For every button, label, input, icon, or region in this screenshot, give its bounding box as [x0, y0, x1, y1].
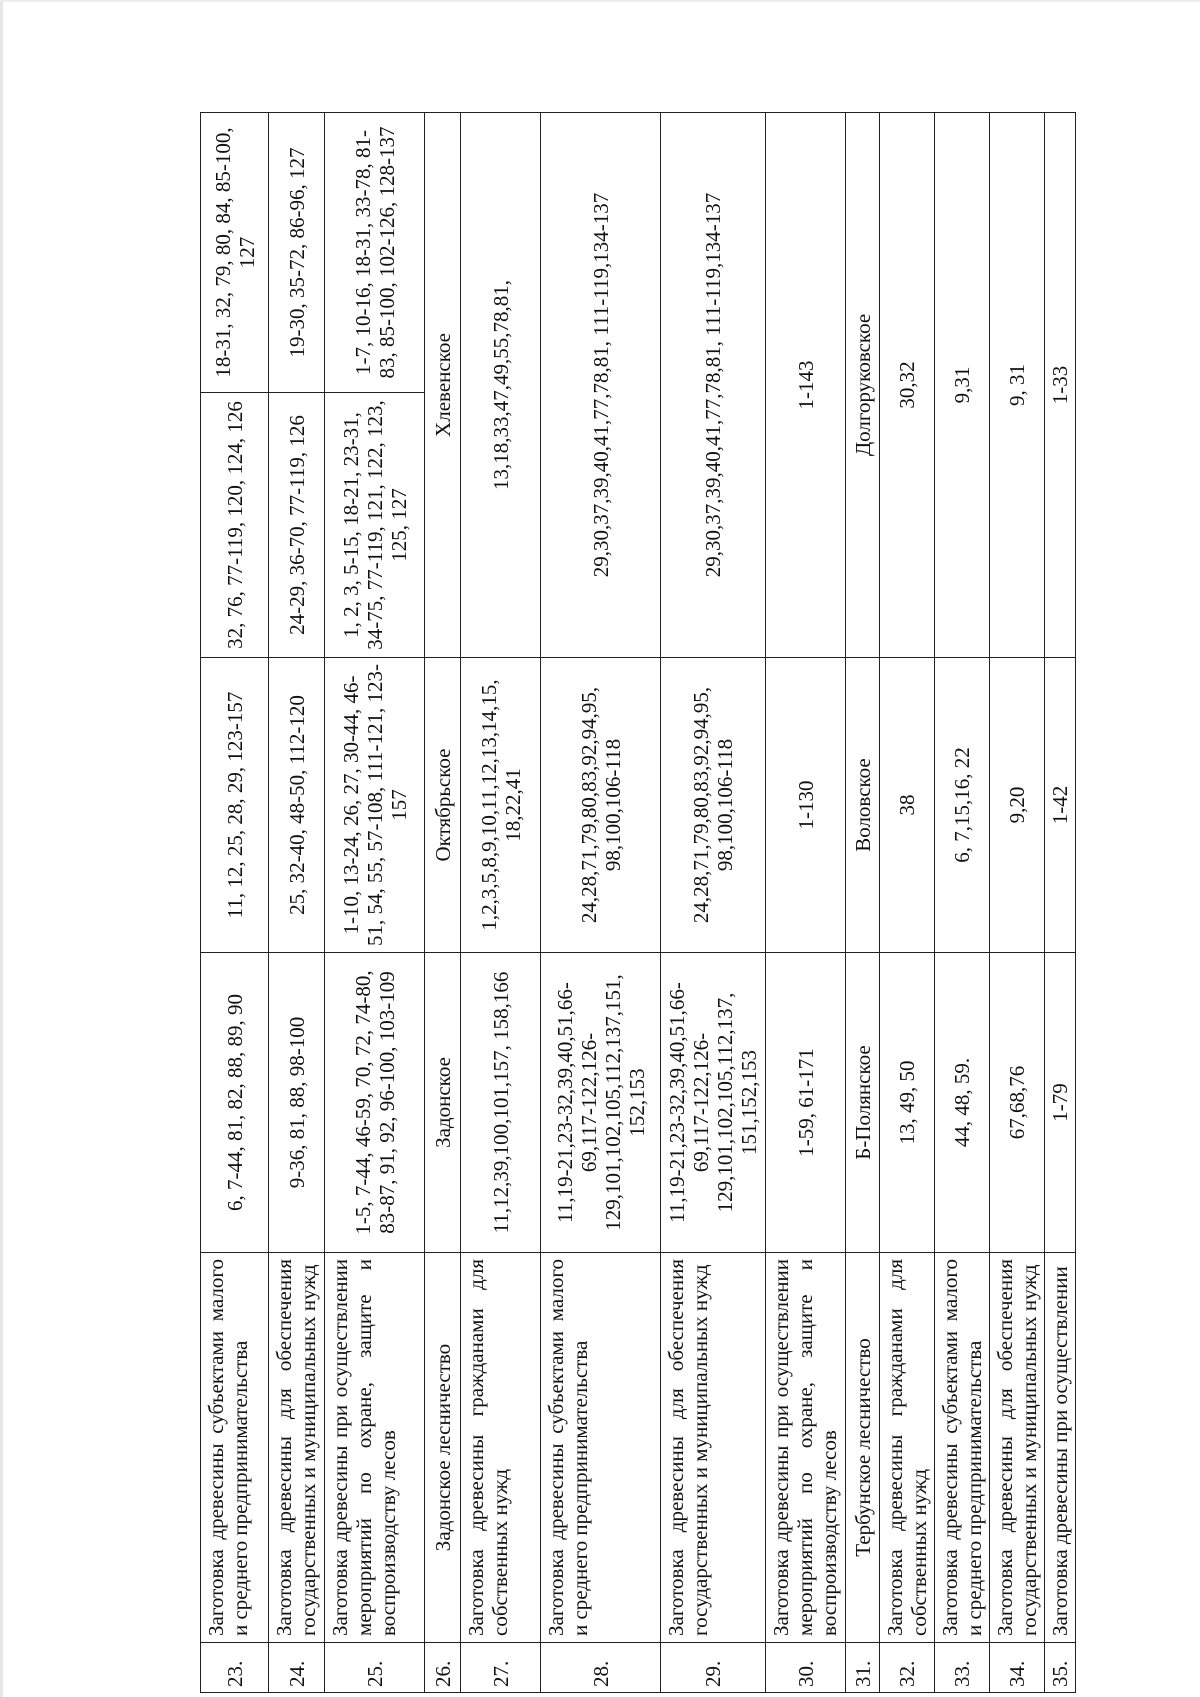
table-row	[935, 113, 990, 1693]
row-number: 25.	[325, 1643, 425, 1693]
cell-col3: 9, 31	[990, 113, 1045, 658]
table-row	[201, 113, 269, 1693]
row-number: 32.	[880, 1643, 935, 1693]
row-description: Заготовка древесины субъектами малого и среднего предпринимательства	[201, 1253, 269, 1643]
district-header: Долгоруковское	[846, 113, 880, 658]
row-description: Заготовка древесины для обеспечения государственных и муниципальных нужд	[661, 1253, 766, 1643]
cell-col1: 1-59, 61-171	[766, 953, 846, 1253]
section-title: Задонское лесничество	[425, 1253, 461, 1643]
row-description: Заготовка древесины субъектами малого и среднего предпринимательства	[541, 1253, 661, 1643]
table-row-section-header	[425, 113, 461, 1693]
cell-col1: 67,68,76	[990, 953, 1045, 1253]
scan-edge-top	[0, 0, 1200, 2]
cell-col2: 1-42	[1045, 658, 1076, 953]
cell-col2: 25, 32-40, 48-50, 112-120	[269, 658, 325, 953]
cell-col1: 11,12,39,100,101,157, 158,166	[461, 953, 541, 1253]
cell-col3: 1-143	[766, 113, 846, 658]
row-number: 23.	[201, 1643, 269, 1693]
cell-col3: 13,18,33,47,49,55,78,81,	[461, 113, 541, 658]
cell-col1: 6, 7-44, 81, 82, 88, 89, 90	[201, 953, 269, 1253]
table-row	[541, 113, 661, 1693]
cell-col2: 24,28,71,79,80,83,92,94,95, 98,100,106-118	[661, 658, 766, 953]
table-row	[269, 113, 325, 1693]
cell-col2: 11, 12, 25, 28, 29, 123-157	[201, 658, 269, 953]
row-number: 27.	[461, 1643, 541, 1693]
cell-col3: 1-33	[1045, 113, 1076, 658]
scan-edge-left	[0, 0, 3, 1697]
row-number: 26.	[425, 1643, 461, 1693]
cell-col2: 24,28,71,79,80,83,92,94,95, 98,100,106-118	[541, 658, 661, 953]
cell-col1: 44, 48, 59.	[935, 953, 990, 1253]
row-description: Заготовка древесины для обеспечения государственных и муниципальных нужд	[990, 1253, 1045, 1643]
cell-col2: 1,2,3,5,8,9,10,11,12,13,14,15, 18,22,41	[461, 658, 541, 953]
table-row-section-header	[846, 113, 880, 1693]
cell-col1: 1-79	[1045, 953, 1076, 1253]
district-header: Задонское	[425, 953, 461, 1253]
row-number: 30.	[766, 1643, 846, 1693]
cell-col3: 29,30,37,39,40,41,77,78,81, 111-119,134-137	[541, 113, 661, 658]
cell-col2: 1-10, 13-24, 26, 27, 30-44, 46-51, 54, 55, 57-108, 111-121, 123-157	[325, 658, 425, 953]
cell-col1: 9-36, 81, 88, 98-100	[269, 953, 325, 1253]
row-number: 35.	[1045, 1643, 1076, 1693]
cell-col4: 19-30, 35-72, 86-96, 127	[269, 113, 325, 393]
table-row	[880, 113, 935, 1693]
cell-col2: 1-130	[766, 658, 846, 953]
cell-col2: 6, 7,15,16, 22	[935, 658, 990, 953]
cell-col3: 1, 2, 3, 5-15, 18-21, 23-31, 34-75, 77-119, 121, 122, 123, 125, 127	[325, 393, 425, 658]
section-title: Тербунское лесничество	[846, 1253, 880, 1643]
cell-col1: 11,19-21,23-32,39,40,51,66-69,117-122,126-129,101,102,105,112,137, 151,152,153	[661, 953, 766, 1253]
row-description: Заготовка древесины для обеспечения государственных и муниципальных нужд	[269, 1253, 325, 1643]
district-header: Воловское	[846, 658, 880, 953]
table-row	[990, 113, 1045, 1693]
cell-col1: 1-5, 7-44, 46-59, 70, 72, 74-80, 83-87, 91, 92, 96-100, 103-109	[325, 953, 425, 1253]
district-header: Хлевенское	[425, 113, 461, 658]
cell-col1: 11,19-21,23-32,39,40,51,66-69,117-122,126-129,101,102,105,112,137,151, 152,153	[541, 953, 661, 1253]
table-row	[325, 113, 425, 1693]
district-header: Октябрьское	[425, 658, 461, 953]
table-row	[661, 113, 766, 1693]
row-number: 31.	[846, 1643, 880, 1693]
row-number: 34.	[990, 1643, 1045, 1693]
table-row	[766, 113, 846, 1693]
cell-col3: 32, 76, 77-119, 120, 124, 126	[201, 393, 269, 658]
cell-col3: 29,30,37,39,40,41,77,78,81, 111-119,134-137	[661, 113, 766, 658]
forestry-table	[200, 112, 1076, 1693]
row-description: Заготовка древесины гражданами для собственных нужд	[880, 1253, 935, 1643]
row-description: Заготовка древесины при осуществлении	[1045, 1253, 1076, 1643]
cell-col3: 9,31	[935, 113, 990, 658]
row-number: 29.	[661, 1643, 766, 1693]
row-number: 33.	[935, 1643, 990, 1693]
cell-col1: 13, 49, 50	[880, 953, 935, 1253]
cell-col2: 38	[880, 658, 935, 953]
row-description: Заготовка древесины гражданами для собственных нужд	[461, 1253, 541, 1643]
cell-col4: 18-31, 32, 79, 80, 84, 85-100, 127	[201, 113, 269, 393]
cell-col2: 9,20	[990, 658, 1045, 953]
row-description: Заготовка древесины субъектами малого и среднего предпринимательства	[935, 1253, 990, 1643]
cell-col3: 24-29, 36-70, 77-119, 126	[269, 393, 325, 658]
district-header: Б-Полянское	[846, 953, 880, 1253]
row-description: Заготовка древесины при осуществлении мероприятий по охране, защите и воспроизводству лесов	[325, 1253, 425, 1643]
row-description: Заготовка древесины при осуществлении мероприятий по охране, защите и воспроизводству лесов	[766, 1253, 846, 1643]
rotated-document-page	[200, 113, 1170, 1693]
row-number: 28.	[541, 1643, 661, 1693]
table-row	[461, 113, 541, 1693]
table-row	[1045, 113, 1076, 1693]
cell-col4: 1-7, 10-16, 18-31, 33-78, 81-83, 85-100, 102-126, 128-137	[325, 113, 425, 393]
cell-col3: 30,32	[880, 113, 935, 658]
row-number: 24.	[269, 1643, 325, 1693]
